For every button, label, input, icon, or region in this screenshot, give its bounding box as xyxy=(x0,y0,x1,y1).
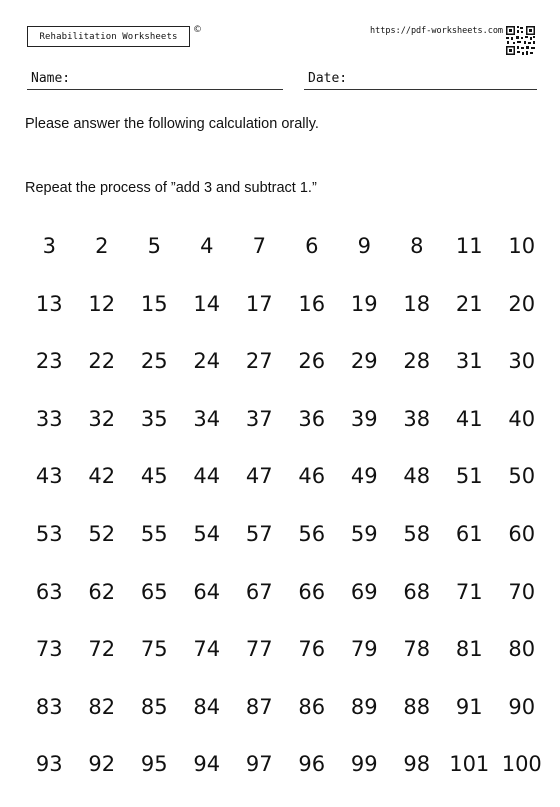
number-cell: 17 xyxy=(245,291,273,316)
number-cell: 8 xyxy=(410,234,424,258)
number-cell: 35 xyxy=(140,406,168,431)
number-cell: 52 xyxy=(88,521,116,546)
number-cell: 34 xyxy=(193,406,221,431)
number-cell: 18 xyxy=(403,291,431,316)
number-cell: 99 xyxy=(350,752,378,777)
number-cell: 83 xyxy=(35,694,63,719)
number-cell: 39 xyxy=(350,406,378,431)
number-cell: 7 xyxy=(252,234,266,258)
number-cell: 29 xyxy=(350,349,378,374)
number-cell: 58 xyxy=(403,521,431,546)
number-cell: 90 xyxy=(508,694,536,719)
number-cell: 53 xyxy=(35,521,63,546)
number-cell: 66 xyxy=(298,579,326,604)
number-cell: 2 xyxy=(95,234,109,258)
number-cell: 91 xyxy=(455,694,483,719)
number-cell: 44 xyxy=(193,464,221,489)
number-cell: 56 xyxy=(298,521,326,546)
number-cell: 38 xyxy=(403,406,431,431)
number-cell: 86 xyxy=(298,694,326,719)
number-cell: 10 xyxy=(508,234,536,258)
number-cell: 24 xyxy=(193,349,221,374)
site-url[interactable]: https://pdf-worksheets.com xyxy=(370,26,504,36)
number-cell: 49 xyxy=(350,464,378,489)
number-cell: 41 xyxy=(455,406,483,431)
number-cell: 71 xyxy=(455,579,483,604)
number-cell: 67 xyxy=(245,579,273,604)
number-cell: 80 xyxy=(508,637,536,662)
number-cell: 76 xyxy=(298,637,326,662)
number-cell: 94 xyxy=(193,752,221,777)
number-cell: 6 xyxy=(305,234,319,258)
number-cell: 68 xyxy=(403,579,431,604)
number-cell: 40 xyxy=(508,406,536,431)
number-cell: 82 xyxy=(88,694,116,719)
number-cell: 60 xyxy=(508,521,536,546)
number-cell: 73 xyxy=(35,637,63,662)
number-cell: 64 xyxy=(193,579,221,604)
number-cell: 88 xyxy=(403,694,431,719)
number-cell: 19 xyxy=(350,291,378,316)
number-cell: 92 xyxy=(88,752,116,777)
number-cell: 93 xyxy=(35,752,63,777)
number-cell: 30 xyxy=(508,349,536,374)
number-cell: 4 xyxy=(200,234,214,258)
number-cell: 45 xyxy=(140,464,168,489)
number-cell: 85 xyxy=(140,694,168,719)
number-grid xyxy=(23,230,548,806)
number-cell: 22 xyxy=(88,349,116,374)
number-cell: 20 xyxy=(508,291,536,316)
number-cell: 31 xyxy=(455,349,483,374)
number-cell: 51 xyxy=(455,464,483,489)
number-cell: 70 xyxy=(508,579,536,604)
number-cell: 79 xyxy=(350,637,378,662)
number-cell: 75 xyxy=(140,637,168,662)
number-cell: 21 xyxy=(455,291,483,316)
number-cell: 43 xyxy=(35,464,63,489)
number-cell: 101 xyxy=(449,752,490,777)
number-cell: 25 xyxy=(140,349,168,374)
number-cell: 50 xyxy=(508,464,536,489)
name-field[interactable]: Name: xyxy=(27,70,283,90)
number-cell: 59 xyxy=(350,521,378,546)
qr-code-icon xyxy=(505,25,536,56)
number-cell: 62 xyxy=(88,579,116,604)
number-cell: 98 xyxy=(403,752,431,777)
number-cell: 95 xyxy=(140,752,168,777)
number-cell: 63 xyxy=(35,579,63,604)
number-cell: 47 xyxy=(245,464,273,489)
number-cell: 54 xyxy=(193,521,221,546)
number-cell: 48 xyxy=(403,464,431,489)
number-cell: 11 xyxy=(455,234,483,258)
number-cell: 9 xyxy=(357,234,371,258)
number-cell: 32 xyxy=(88,406,116,431)
number-cell: 12 xyxy=(88,291,116,316)
number-cell: 5 xyxy=(147,234,161,258)
number-cell: 69 xyxy=(350,579,378,604)
number-cell: 27 xyxy=(245,349,273,374)
number-cell: 87 xyxy=(245,694,273,719)
number-cell: 28 xyxy=(403,349,431,374)
instruction-text: Please answer the following calculation orally. xyxy=(25,116,319,132)
number-cell: 81 xyxy=(455,637,483,662)
number-cell: 65 xyxy=(140,579,168,604)
date-field[interactable]: Date: xyxy=(304,70,537,90)
number-cell: 13 xyxy=(35,291,63,316)
number-cell: 74 xyxy=(193,637,221,662)
number-cell: 84 xyxy=(193,694,221,719)
number-cell: 55 xyxy=(140,521,168,546)
number-cell: 57 xyxy=(245,521,273,546)
number-cell: 77 xyxy=(245,637,273,662)
number-cell: 61 xyxy=(455,521,483,546)
task-description: Repeat the process of ”add 3 and subtract 1.” xyxy=(25,180,317,196)
number-cell: 36 xyxy=(298,406,326,431)
copyright-mark: © xyxy=(193,25,202,35)
number-cell: 3 xyxy=(42,234,56,258)
number-cell: 33 xyxy=(35,406,63,431)
number-cell: 23 xyxy=(35,349,63,374)
number-cell: 42 xyxy=(88,464,116,489)
number-cell: 100 xyxy=(501,752,542,777)
number-cell: 14 xyxy=(193,291,221,316)
number-cell: 96 xyxy=(298,752,326,777)
number-cell: 72 xyxy=(88,637,116,662)
number-cell: 46 xyxy=(298,464,326,489)
number-cell: 78 xyxy=(403,637,431,662)
number-cell: 89 xyxy=(350,694,378,719)
number-cell: 37 xyxy=(245,406,273,431)
number-cell: 97 xyxy=(245,752,273,777)
number-cell: 16 xyxy=(298,291,326,316)
number-cell: 26 xyxy=(298,349,326,374)
number-cell: 15 xyxy=(140,291,168,316)
brand-label: Rehabilitation Worksheets xyxy=(27,26,190,47)
